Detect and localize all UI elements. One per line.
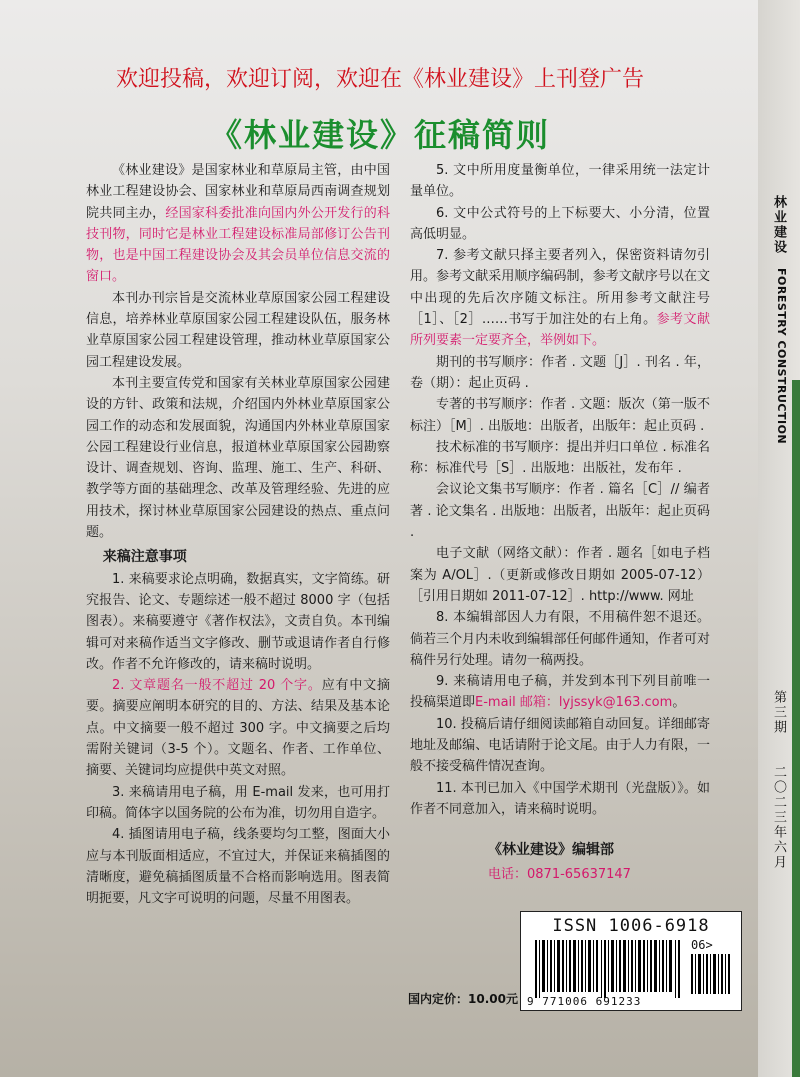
note-2: 2. 文章题名一般不超过 20 个字。应有中文摘要。摘要应阐明本研究的目的、方法、结果及基本论点。中文摘要一般不超过 300 字。中文摘要之后均需附关键词（3-5 个）。文题名、作者、工作单位、摘要、关键词均应提供中英文对照。 (86, 678, 390, 779)
barcode-icon (535, 940, 685, 998)
ref-book: 专著的书写顺序：作者 . 文题：版次（第一版不标注）［M］. 出版地：出版者，出版年：起止页码 . (410, 397, 710, 434)
page-title: 《林业建设》征稿简则 (209, 116, 550, 154)
intro-paragraph: 《林业建设》是国家林业和草原局主管，由中国林业工程建设协会、国家林业和草原局西南调查规划院共同主办，经国家科委批准向国内外公开发行的科技刊物，同时它是林业工程建设标准局部修订公告刊物，也是中国工程建设协会及其会员单位信息交流的窗口。 (86, 163, 390, 285)
issn-label: ISSN 1006-6918 (552, 916, 710, 936)
note-6: 6. 文中公式符号的上下标要大、小分清，位置高低明显。 (410, 205, 710, 242)
welcome-banner: 欢迎投稿，欢迎订阅，欢迎在《林业建设》上刊登广告 (115, 67, 644, 92)
spine (758, 0, 800, 1077)
purpose-paragraph: 本刊办刊宗旨是交流林业草原国家公园工程建设信息，培养林业草原国家公园工程建设队伍，服务林业草原国家公园工程建设管理，推动林业草原国家公园工程建设发展。 (86, 290, 390, 370)
note-5: 5. 文中所用度量衡单位，一律采用统一法定计量单位。 (410, 163, 710, 200)
note-8: 8. 本编辑部因人力有限，不用稿件恕不退还。倘若三个月内未收到编辑部任何邮件通知，作者可对稿件另行处理。请勿一稿两投。 (410, 610, 710, 668)
ref-standard: 技术标准的书写顺序：提出并归口单位 . 标准名称：标准代号［S］. 出版地：出版社，发布年 . (410, 439, 710, 477)
note-7: 7. 参考文献只择主要者列入，保密资料请勿引用。参考文献采用顺序编码制，参考文献序号以在文中出现的先后次序随文标注。所用参考文献注号［1］、［2］……书写于加注处的右上角。参考文献所列要素一定要齐全，举例如下。 (410, 248, 710, 349)
note-9: 9. 来稿请用电子稿，并发到本刊下列目前唯一投稿渠道即E-mail 邮箱：lyjssyk@163.com。 (410, 674, 710, 711)
note-4: 4. 插图请用电子稿，线条要均匀工整，图面大小应与本刊版面相适应，不宜过大，并保证来稿插图的清晰度，避免稿插图质量不合格而影响选用。图表简明扼要，凡文字可说明的问题，尽量不用图表。 (86, 827, 390, 907)
barcode-addon: 06> (691, 938, 713, 952)
barcode-box (520, 911, 742, 1011)
email-link[interactable]: E-mail 邮箱：lyjssyk@163.com (475, 695, 673, 711)
left-column (86, 160, 390, 909)
phone-number: 电话：0871-65637147 (488, 866, 631, 882)
ean-number: 9 771006 691233 (527, 995, 642, 1008)
editorial-office: 《林业建设》编辑部 (488, 842, 614, 859)
ref-conference: 会议论文集书写顺序：作者 . 篇名［C］// 编者著 . 论文集名 . 出版地：出版者，出版年：起止页码 . (410, 482, 710, 541)
price-label: 国内定价：10.00元 (408, 992, 518, 1006)
spine-cn-title: 林业建设 (771, 195, 786, 255)
spine-green-bar (792, 380, 800, 1077)
spine-date: 二〇二三年六月 (771, 765, 786, 870)
scope-paragraph: 本刊主要宣传党和国家有关林业草原国家公园建设的方针、政策和法规，介绍国内外林业草原国家公园工作的动态和发展面貌，沟通国内外林业草原国家公园工程建设行业信息，报道林业草原国家公园勘察设计、调查规划、咨询、监理、施工、生产、科研、教学等方面的基础理念、改革及管理经验、先进的应用技术，探讨林业草原国家公园建设的热点、重点问题。 (86, 375, 390, 541)
ref-journal: 期刊的书写顺序：作者 . 文题［J］. 刊名 . 年，卷（期）：起止页码 . (410, 354, 710, 391)
spine-en-title: FORESTRY CONSTRUCTION (775, 268, 788, 445)
note-11: 11. 本刊已加入《中国学术期刊（光盘版）》。如作者不同意加入，请来稿时说明。 (410, 780, 710, 817)
note-10: 10. 投稿后请仔细阅读邮箱自动回复。详细邮寄地址及邮编、电话请附于论文尾。由于人力有限，一般不接受稿件情况查询。 (410, 716, 710, 775)
note-3: 3. 来稿请用电子稿，用 E-mail 发来，也可用打印稿。简体字以国务院的公布为准，切勿用自造字。 (86, 784, 390, 821)
notes-heading: 来稿注意事项 (102, 549, 187, 566)
editorial-signature (410, 840, 710, 885)
ref-electronic: 电子文献（网络文献）：作者 . 题名［如电子档案为 A/OL］.（更新或修改日期如 2005-07-12）［引用日期如 2011-07-12］. http://www. 网址 (410, 546, 710, 604)
addon-barcode-icon (691, 954, 731, 994)
note-1: 1. 来稿要求论点明确，数据真实，文字简练。研究报告、论文、专题综述一般不超过 8000 字（包括图表）。来稿要遵守《著作权法》，文责自负。本刊编辑可对来稿作适当文字修改、删节或退请作者自行修改。作者不允许修改的，请来稿时说明。 (86, 571, 390, 672)
spine-issue: 第三期 (771, 690, 786, 735)
right-column (410, 160, 710, 885)
